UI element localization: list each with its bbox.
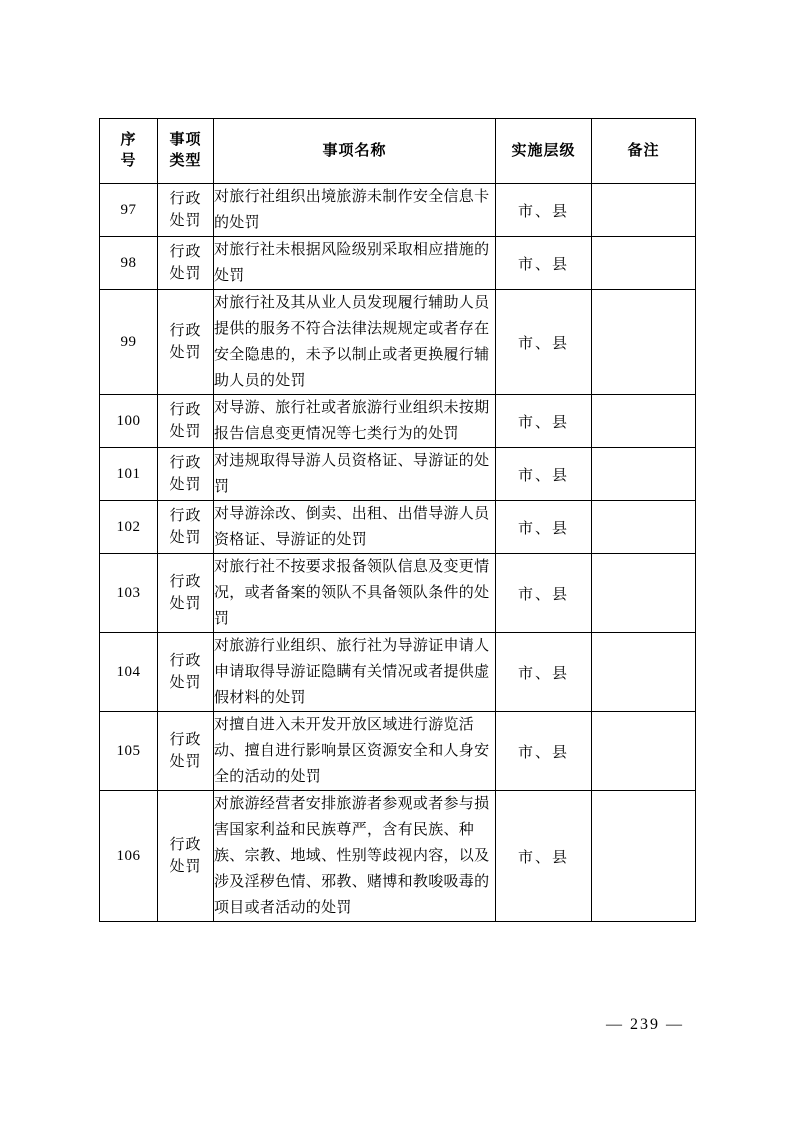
cell-level: 市、县 bbox=[496, 712, 592, 791]
cell-seq: 104 bbox=[100, 633, 158, 712]
cell-level: 市、县 bbox=[496, 448, 592, 501]
table-row bbox=[100, 554, 696, 633]
cell-name: 对旅游行业组织、旅行社为导游证申请人申请取得导游证隐瞒有关情况或者提供虚假材料的处罚 bbox=[214, 633, 496, 712]
cell-seq: 97 bbox=[100, 184, 158, 237]
cell-note bbox=[592, 791, 696, 922]
cell-level: 市、县 bbox=[496, 184, 592, 237]
cell-seq: 105 bbox=[100, 712, 158, 791]
cell-name: 对旅游经营者安排旅游者参观或者参与损害国家利益和民族尊严，含有民族、种族、宗教、地域、性别等歧视内容，以及涉及淫秽色情、邪教、赌博和教唆吸毒的项目或者活动的处罚 bbox=[214, 791, 496, 922]
items-table bbox=[99, 118, 696, 922]
cell-type-line2: 处罚 bbox=[169, 754, 202, 770]
column-header-type bbox=[158, 119, 214, 184]
cell-type bbox=[158, 290, 214, 395]
cell-seq: 102 bbox=[100, 501, 158, 554]
cell-seq: 99 bbox=[100, 290, 158, 395]
table-row bbox=[100, 791, 696, 922]
cell-type-line1: 行政 bbox=[169, 732, 202, 748]
cell-note bbox=[592, 448, 696, 501]
cell-type-line2: 处罚 bbox=[169, 477, 202, 493]
cell-seq: 98 bbox=[100, 237, 158, 290]
cell-type-line1: 行政 bbox=[169, 508, 202, 524]
column-header-note: 备注 bbox=[592, 119, 696, 184]
cell-type-line2: 处罚 bbox=[169, 596, 202, 612]
cell-level: 市、县 bbox=[496, 791, 592, 922]
column-header-seq bbox=[100, 119, 158, 184]
cell-type bbox=[158, 554, 214, 633]
table-row bbox=[100, 184, 696, 237]
cell-name: 对导游、旅行社或者旅游行业组织未按期报告信息变更情况等七类行为的处罚 bbox=[214, 395, 496, 448]
cell-type bbox=[158, 395, 214, 448]
cell-note bbox=[592, 712, 696, 791]
cell-note bbox=[592, 554, 696, 633]
cell-level: 市、县 bbox=[496, 290, 592, 395]
cell-type bbox=[158, 501, 214, 554]
cell-level: 市、县 bbox=[496, 633, 592, 712]
table-row bbox=[100, 448, 696, 501]
table-row bbox=[100, 501, 696, 554]
column-header-seq-line1: 序 bbox=[120, 132, 137, 148]
cell-name: 对违规取得导游人员资格证、导游证的处罚 bbox=[214, 448, 496, 501]
cell-type-line2: 处罚 bbox=[169, 345, 202, 361]
cell-note bbox=[592, 184, 696, 237]
cell-note bbox=[592, 290, 696, 395]
cell-type-line2: 处罚 bbox=[169, 530, 202, 546]
cell-type-line2: 处罚 bbox=[169, 424, 202, 440]
cell-note bbox=[592, 237, 696, 290]
page-number: — 239 — bbox=[606, 1016, 684, 1033]
column-header-type-line2: 类型 bbox=[169, 153, 202, 169]
cell-level: 市、县 bbox=[496, 237, 592, 290]
column-header-level: 实施层级 bbox=[496, 119, 592, 184]
cell-type-line2: 处罚 bbox=[169, 266, 202, 282]
cell-level: 市、县 bbox=[496, 501, 592, 554]
table-row bbox=[100, 290, 696, 395]
cell-type-line2: 处罚 bbox=[169, 213, 202, 229]
cell-type-line1: 行政 bbox=[169, 837, 202, 853]
cell-note bbox=[592, 501, 696, 554]
cell-type-line1: 行政 bbox=[169, 323, 202, 339]
cell-type bbox=[158, 184, 214, 237]
cell-type-line1: 行政 bbox=[169, 574, 202, 590]
table-header bbox=[100, 119, 696, 184]
cell-level: 市、县 bbox=[496, 395, 592, 448]
table-header-row bbox=[100, 119, 696, 184]
cell-type bbox=[158, 237, 214, 290]
cell-type-line1: 行政 bbox=[169, 653, 202, 669]
cell-type bbox=[158, 633, 214, 712]
cell-type-line2: 处罚 bbox=[169, 859, 202, 875]
cell-seq: 101 bbox=[100, 448, 158, 501]
cell-name: 对旅行社未根据风险级别采取相应措施的处罚 bbox=[214, 237, 496, 290]
cell-type bbox=[158, 791, 214, 922]
cell-seq: 100 bbox=[100, 395, 158, 448]
cell-type-line1: 行政 bbox=[169, 402, 202, 418]
column-header-name: 事项名称 bbox=[214, 119, 496, 184]
column-header-type-line1: 事项 bbox=[169, 132, 202, 148]
cell-note bbox=[592, 395, 696, 448]
cell-name: 对旅行社组织出境旅游未制作安全信息卡的处罚 bbox=[214, 184, 496, 237]
table-body bbox=[100, 184, 696, 922]
cell-type-line1: 行政 bbox=[169, 244, 202, 260]
cell-type bbox=[158, 712, 214, 791]
cell-name: 对旅行社不按要求报备领队信息及变更情况，或者备案的领队不具备领队条件的处罚 bbox=[214, 554, 496, 633]
cell-name: 对擅自进入未开发开放区域进行游览活动、擅自进行影响景区资源安全和人身安全的活动的处罚 bbox=[214, 712, 496, 791]
cell-seq: 106 bbox=[100, 791, 158, 922]
cell-seq: 103 bbox=[100, 554, 158, 633]
column-header-seq-line2: 号 bbox=[120, 153, 137, 169]
cell-name: 对旅行社及其从业人员发现履行辅助人员提供的服务不符合法律法规规定或者存在安全隐患的，未予以制止或者更换履行辅助人员的处罚 bbox=[214, 290, 496, 395]
cell-type bbox=[158, 448, 214, 501]
cell-type-line1: 行政 bbox=[169, 455, 202, 471]
table-row bbox=[100, 712, 696, 791]
table-row bbox=[100, 633, 696, 712]
cell-type-line1: 行政 bbox=[169, 191, 202, 207]
table-row bbox=[100, 237, 696, 290]
cell-note bbox=[592, 633, 696, 712]
cell-type-line2: 处罚 bbox=[169, 675, 202, 691]
cell-name: 对导游涂改、倒卖、出租、出借导游人员资格证、导游证的处罚 bbox=[214, 501, 496, 554]
cell-level: 市、县 bbox=[496, 554, 592, 633]
table-row bbox=[100, 395, 696, 448]
